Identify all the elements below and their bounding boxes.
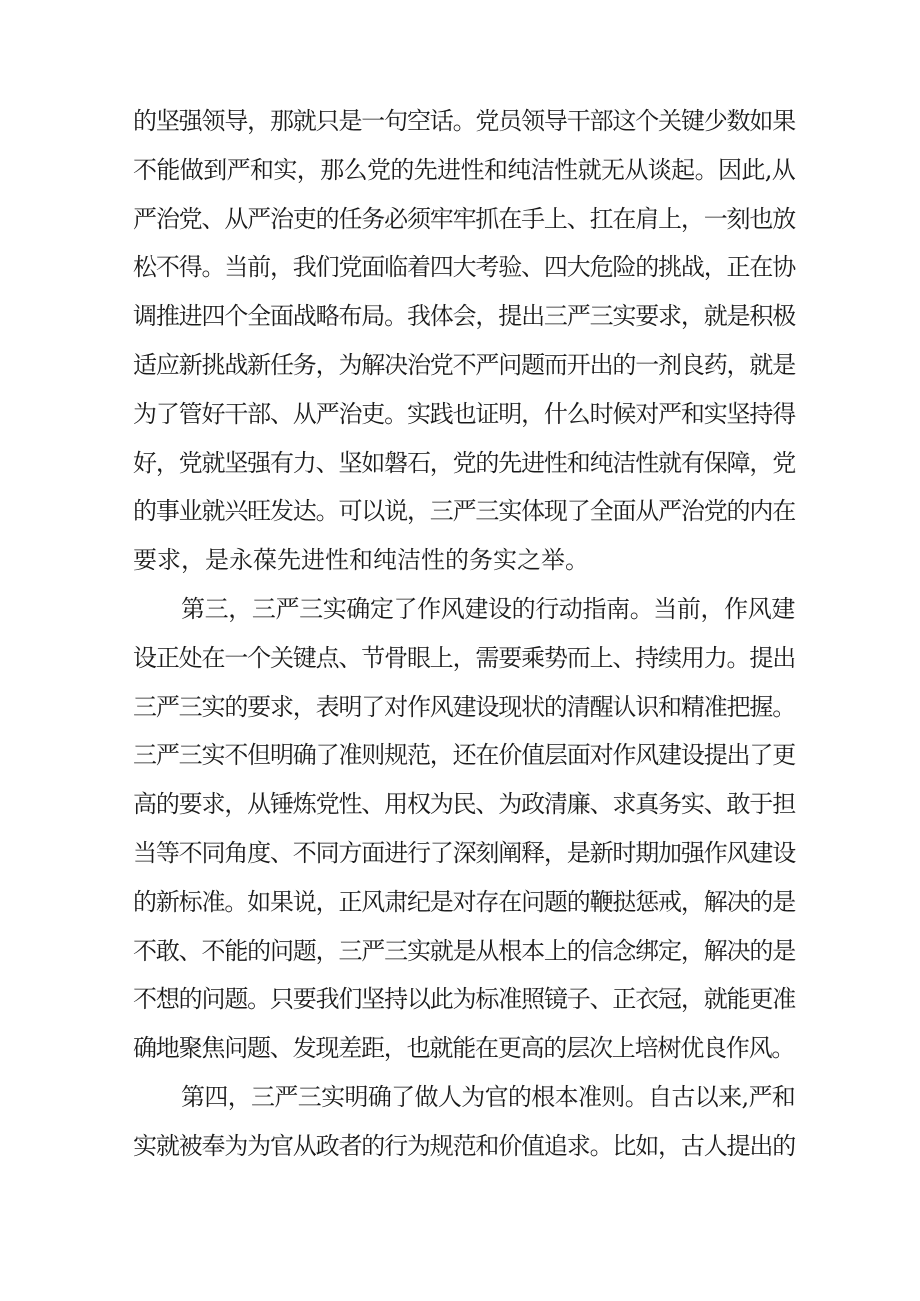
text-line: 松不得。当前，我们党面临着四大考验、四大危险的挑战，正在协	[133, 253, 795, 282]
text-line: 设正处在一个关键点、节骨眼上，需要乘势而上、持续用力。提出	[133, 643, 795, 672]
text-line: 不敢、不能的问题，三严三实就是从根本上的信念绑定，解决的是	[133, 936, 795, 965]
text-line: 好，党就坚强有力、坚如磐石，党的先进性和纯洁性就有保障，党	[133, 448, 795, 477]
text-line: 高的要求，从锤炼党性、用权为民、为政清廉、求真务实、敢于担	[133, 790, 795, 819]
text-line: 的新标准。如果说，正风肃纪是对存在问题的鞭挞惩戒，解决的是	[133, 887, 795, 916]
paragraph-start-line: 第三，三严三实确定了作风建设的行动指南。当前，作风建	[181, 594, 795, 623]
text-line: 当等不同角度、不同方面进行了深刻阐释，是新时期加强作风建设	[133, 838, 795, 867]
text-line: 的事业就兴旺发达。可以说，三严三实体现了全面从严治党的内在	[133, 497, 795, 526]
text-line: 实就被奉为为官从政者的行为规范和价值追求。比如，古人提出的	[133, 1131, 795, 1160]
text-line: 三严三实的要求，表明了对作风建设现状的清醒认识和精准把握。	[133, 692, 795, 721]
text-line: 三严三实不但明确了准则规范，还在价值层面对作风建设提出了更	[133, 741, 795, 770]
text-line: 适应新挑战新任务，为解决治党不严问题而开出的一剂良药，就是	[133, 350, 795, 379]
paragraph-start-line: 第四，三严三实明确了做人为官的根本准则。自古以来,严和	[181, 1082, 795, 1111]
text-line: 为了管好干部、从严治吏。实践也证明，什么时候对严和实坚持得	[133, 399, 795, 428]
text-line: 要求，是永葆先进性和纯洁性的务实之举。	[133, 546, 589, 575]
body-text	[133, 104, 795, 1178]
text-line: 调推进四个全面战略布局。我体会，提出三严三实要求，就是积极	[133, 302, 795, 331]
text-line: 确地聚焦问题、发现差距，也就能在更高的层次上培树优良作风。	[133, 1034, 795, 1063]
text-line: 不想的问题。只要我们坚持以此为标准照镜子、正衣冠，就能更准	[133, 985, 795, 1014]
text-line: 不能做到严和实，那么党的先进性和纯洁性就无从谈起。因此,从	[133, 155, 795, 184]
text-line: 的坚强领导，那就只是一句空话。党员领导干部这个关键少数如果	[133, 107, 795, 135]
text-line: 严治党、从严治吏的任务必须牢牢抓在手上、扛在肩上，一刻也放	[133, 204, 795, 233]
